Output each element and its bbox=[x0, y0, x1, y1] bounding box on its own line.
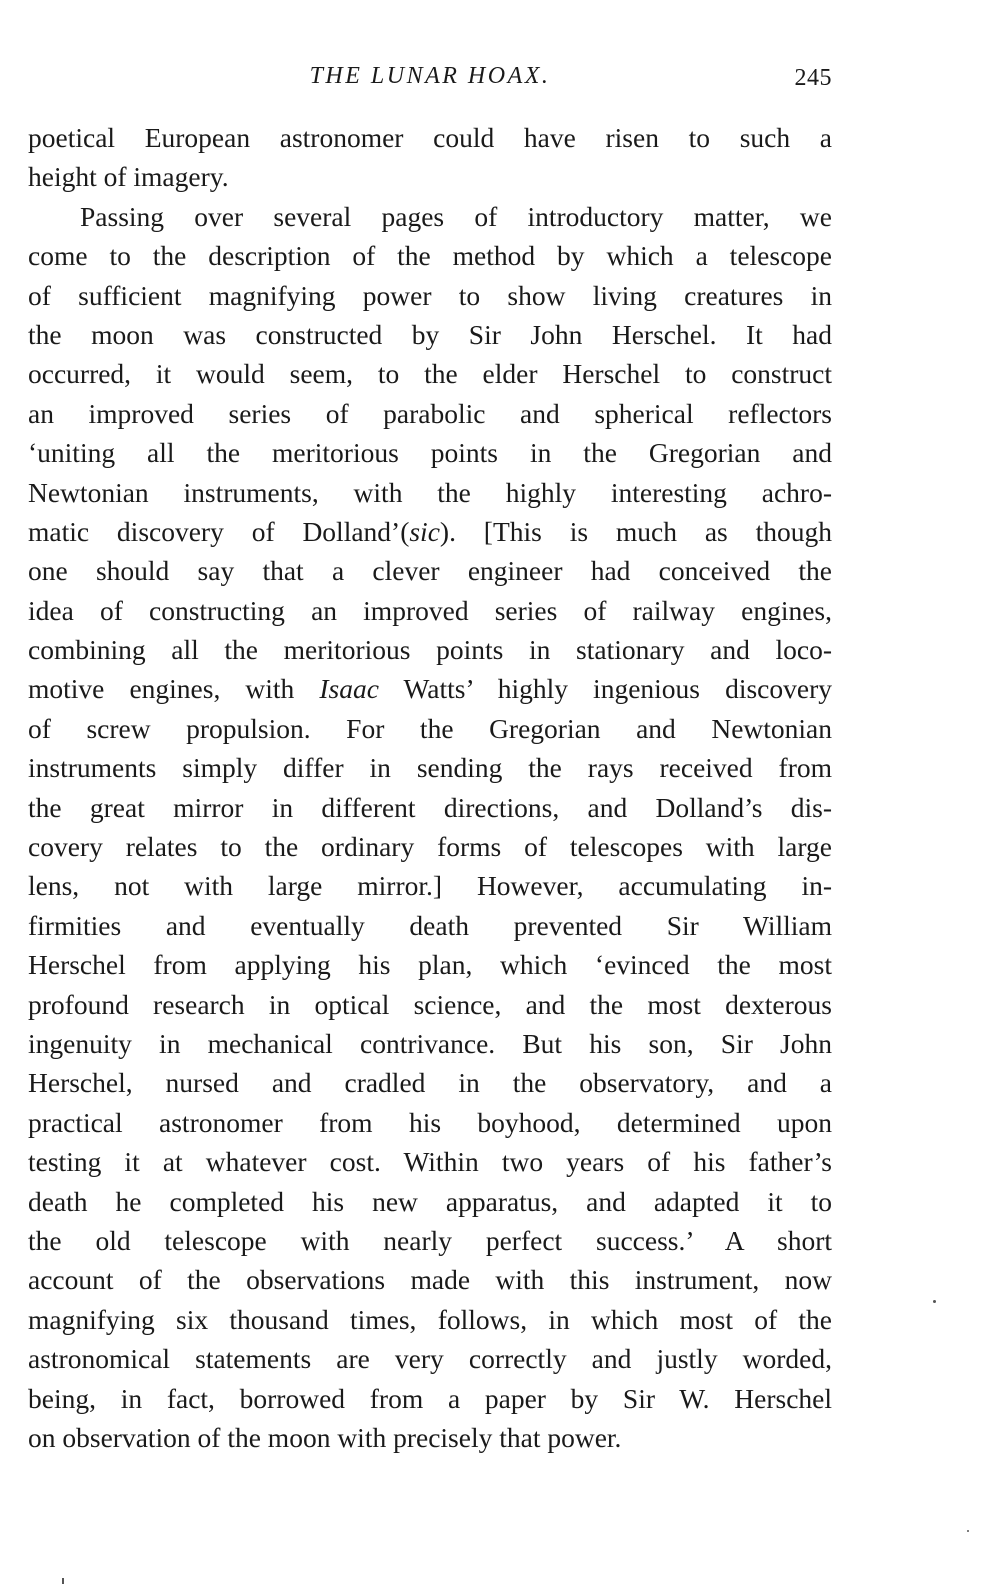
text-line: magnifying six thousand times, follows, in which most of the bbox=[28, 1303, 832, 1335]
text-line: poetical European astronomer could have risen to such a bbox=[28, 122, 832, 153]
text-line: being, in fact, borrowed from a paper by Sir W. Herschel bbox=[28, 1382, 832, 1414]
text-line: firmities and eventually death prevented Sir William bbox=[28, 909, 832, 941]
text-line: height of imagery. bbox=[28, 161, 229, 193]
text-line: occurred, it would seem, to the elder Herschel to construct bbox=[28, 358, 832, 390]
text-line: Herschel from applying his plan, which ‘evinced the most bbox=[28, 949, 832, 981]
text-line: testing it at whatever cost. Within two years of his father’s bbox=[28, 1146, 832, 1178]
text-line: profound research in optical science, and the most dexterous bbox=[28, 988, 832, 1020]
text-line: combining all the meritorious points in stationary and loco- bbox=[28, 634, 832, 666]
text-line: instruments simply differ in sending the rays received from bbox=[28, 752, 832, 784]
text-line: ‘uniting all the meritorious points in the Gregorian and bbox=[28, 437, 832, 469]
text-line: idea of constructing an improved series of railway engines, bbox=[28, 594, 832, 626]
text-line: of screw propulsion. For the Gregorian and Newtonian bbox=[28, 712, 832, 744]
text-line: an improved series of parabolic and spherical reflectors bbox=[28, 397, 832, 429]
text-line: practical astronomer from his boyhood, determined upon bbox=[28, 1106, 832, 1138]
scan-speck bbox=[933, 1300, 936, 1303]
text-line: the great mirror in different directions, and Dolland’s dis- bbox=[28, 791, 832, 823]
paragraph-2 bbox=[28, 197, 832, 1458]
scan-speck bbox=[967, 1530, 969, 1532]
text-line: matic discovery of Dolland’(sic). [This is much as though bbox=[28, 515, 832, 547]
text-line: covery relates to the ordinary forms of telescopes with large bbox=[28, 831, 832, 863]
running-head bbox=[28, 56, 832, 96]
text-line: the old telescope with nearly perfect success.’ A short bbox=[28, 1224, 832, 1256]
text-line: the moon was constructed by Sir John Herschel. It had bbox=[28, 318, 832, 350]
text-line: Passing over several pages of introductory matter, we bbox=[80, 200, 832, 232]
text-line: death he completed his new apparatus, and adapted it to bbox=[28, 1185, 832, 1217]
scan-speck bbox=[62, 1578, 64, 1584]
text-line: of sufficient magnifying power to show living creatures in bbox=[28, 279, 832, 311]
body-text bbox=[28, 118, 832, 1457]
paragraph-1 bbox=[28, 118, 832, 197]
text-line: lens, not with large mirror.] However, accumulating in- bbox=[28, 870, 832, 902]
text-line: ingenuity in mechanical contrivance. But his son, Sir John bbox=[28, 1027, 832, 1059]
text-line: Herschel, nursed and cradled in the observatory, and a bbox=[28, 1067, 832, 1099]
text-line: Newtonian instruments, with the highly interesting achro- bbox=[28, 476, 832, 508]
text-line: motive engines, with Isaac Watts’ highly ingenious discovery bbox=[28, 673, 832, 705]
text-line: come to the description of the method by which a telescope bbox=[28, 240, 832, 272]
italic-phrase: Isaac bbox=[319, 673, 379, 705]
italic-phrase: sic bbox=[409, 515, 440, 547]
running-title: THE LUNAR HOAX. bbox=[309, 63, 551, 89]
text-line: on observation of the moon with precisely that power. bbox=[28, 1421, 622, 1453]
text-line: astronomical statements are very correctly and justly worded, bbox=[28, 1343, 832, 1375]
page-number: 245 bbox=[794, 65, 832, 91]
text-line: one should say that a clever engineer had conceived the bbox=[28, 555, 832, 587]
text-line: account of the observations made with this instrument, now bbox=[28, 1264, 832, 1296]
